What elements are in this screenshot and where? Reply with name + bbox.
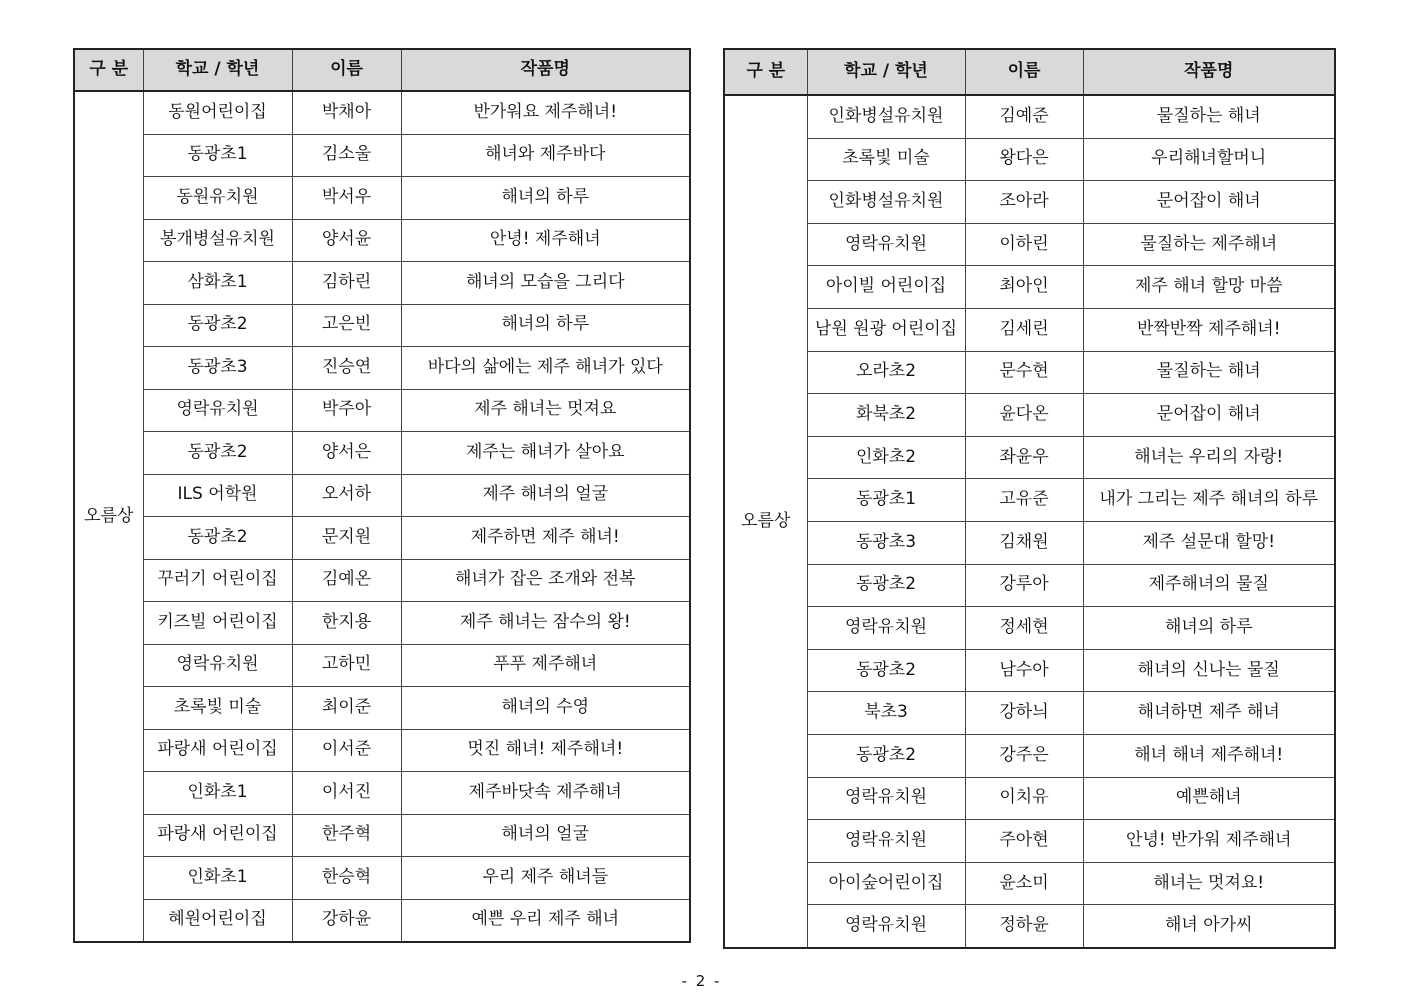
title-cell: 멋진 해녀! 제주해녀! [401,729,690,772]
name-cell: 조아라 [965,181,1083,224]
title-cell: 해녀가 잡은 조개와 전복 [401,559,690,602]
school-cell: 동광초2 [807,734,965,777]
title-cell: 제주 해녀 할망 마씀 [1083,266,1335,309]
school-cell: 인화초2 [807,436,965,479]
school-cell: 인화초1 [143,857,292,900]
school-cell: 동광초3 [807,521,965,564]
header-name: 이름 [292,49,401,91]
title-cell: 해녀와 제주바다 [401,134,690,177]
title-cell: 반짝반짝 제주해녀! [1083,308,1335,351]
title-cell: 해녀의 하루 [1083,607,1335,650]
title-cell: 예쁜 우리 제주 해녀 [401,899,690,942]
name-cell: 남수아 [965,649,1083,692]
title-cell: 푸푸 제주해녀 [401,644,690,687]
school-cell: 영락유치원 [807,905,965,948]
table-row [724,607,1335,650]
title-cell: 물질하는 해녀 [1083,351,1335,394]
name-cell: 강하윤 [292,899,401,942]
title-cell: 해녀의 얼굴 [401,814,690,857]
title-cell: 해녀 아가씨 [1083,905,1335,948]
table-row [724,692,1335,735]
name-cell: 진승연 [292,347,401,390]
name-cell: 양서윤 [292,219,401,262]
table-row [724,905,1335,948]
title-cell: 물질하는 제주해녀 [1083,223,1335,266]
school-cell: 인화병설유치원 [807,95,965,138]
category-cell: 오름상 [74,91,143,942]
school-cell: 동광초2 [143,517,292,560]
table-row [724,394,1335,437]
school-cell: 동광초2 [807,649,965,692]
table-row [724,436,1335,479]
table-row [74,644,690,687]
title-cell: 해녀는 우리의 자랑! [1083,436,1335,479]
school-cell: 키즈빌 어린이집 [143,602,292,645]
school-cell: 혜원어린이집 [143,899,292,942]
title-cell: 해녀의 모습을 그리다 [401,262,690,305]
name-cell: 좌윤우 [965,436,1083,479]
title-cell: 제주바닷속 제주해녀 [401,772,690,815]
school-cell: 영락유치원 [807,607,965,650]
title-cell: 반가워요 제주해녀! [401,91,690,134]
title-cell: 내가 그리는 제주 해녀의 하루 [1083,479,1335,522]
name-cell: 이하린 [965,223,1083,266]
school-cell: 초록빛 미술 [143,687,292,730]
school-cell: 오라초2 [807,351,965,394]
table-row [74,347,690,390]
name-cell: 정세현 [965,607,1083,650]
school-cell: 동원어린이집 [143,91,292,134]
title-cell: 우리 제주 해녀들 [401,857,690,900]
table-row [74,304,690,347]
school-cell: 봉개병설유치원 [143,219,292,262]
school-cell: 남원 원광 어린이집 [807,308,965,351]
school-cell: 파랑새 어린이집 [143,814,292,857]
name-cell: 문수현 [965,351,1083,394]
school-cell: 화북초2 [807,394,965,437]
table-row [74,134,690,177]
table-row [74,389,690,432]
table-row [724,266,1335,309]
table-row [74,517,690,560]
table-row [724,564,1335,607]
table-row [724,138,1335,181]
table-row [724,223,1335,266]
title-cell: 안녕! 제주해녀 [401,219,690,262]
name-cell: 한주혁 [292,814,401,857]
school-cell: 동광초2 [143,432,292,475]
table-row [74,474,690,517]
name-cell: 강루아 [965,564,1083,607]
table-row [74,219,690,262]
table-row [724,820,1335,863]
name-cell: 윤다온 [965,394,1083,437]
title-cell: 해녀의 하루 [401,304,690,347]
name-cell: 윤소미 [965,862,1083,905]
school-cell: 삼화초1 [143,262,292,305]
table-row [724,95,1335,138]
school-cell: 꾸러기 어린이집 [143,559,292,602]
table-row [74,857,690,900]
school-cell: 영락유치원 [807,820,965,863]
name-cell: 최이준 [292,687,401,730]
category-cell: 오름상 [724,95,807,948]
school-cell: ILS 어학원 [143,474,292,517]
title-cell: 해녀의 하루 [401,177,690,220]
title-cell: 해녀의 수영 [401,687,690,730]
name-cell: 이서준 [292,729,401,772]
school-cell: 동광초1 [143,134,292,177]
name-cell: 김예준 [965,95,1083,138]
title-cell: 해녀의 신나는 물질 [1083,649,1335,692]
title-cell: 바다의 삶에는 제주 해녀가 있다 [401,347,690,390]
title-cell: 우리해녀할머니 [1083,138,1335,181]
name-cell: 정하윤 [965,905,1083,948]
title-cell: 문어잡이 해녀 [1083,394,1335,437]
name-cell: 왕다은 [965,138,1083,181]
header-title: 작품명 [401,49,690,91]
title-cell: 해녀는 멋져요! [1083,862,1335,905]
name-cell: 이서진 [292,772,401,815]
table-row [74,814,690,857]
name-cell: 박채아 [292,91,401,134]
table-row [74,729,690,772]
school-cell: 인화병설유치원 [807,181,965,224]
table-row [724,351,1335,394]
name-cell: 김소울 [292,134,401,177]
table-row [74,432,690,475]
name-cell: 고은빈 [292,304,401,347]
award-table-right [723,48,1336,949]
table-row [74,177,690,220]
school-cell: 영락유치원 [807,223,965,266]
title-cell: 제주 해녀는 잠수의 왕! [401,602,690,645]
school-cell: 아이빌 어린이집 [807,266,965,309]
name-cell: 김하린 [292,262,401,305]
table-row [724,862,1335,905]
name-cell: 김채원 [965,521,1083,564]
name-cell: 한승혁 [292,857,401,900]
name-cell: 박주아 [292,389,401,432]
title-cell: 안녕! 반가워 제주해녀 [1083,820,1335,863]
header-school: 학교 / 학년 [807,49,965,95]
title-cell: 물질하는 해녀 [1083,95,1335,138]
school-cell: 초록빛 미술 [807,138,965,181]
school-cell: 영락유치원 [143,389,292,432]
school-cell: 영락유치원 [807,777,965,820]
name-cell: 한지용 [292,602,401,645]
header-title: 작품명 [1083,49,1335,95]
name-cell: 주아현 [965,820,1083,863]
table-row [74,772,690,815]
name-cell: 박서우 [292,177,401,220]
table-row [724,649,1335,692]
name-cell: 오서하 [292,474,401,517]
table-row [74,899,690,942]
table-row [74,91,690,134]
title-cell: 제주 해녀는 멋져요 [401,389,690,432]
table-row [74,687,690,730]
school-cell: 파랑새 어린이집 [143,729,292,772]
name-cell: 김세린 [965,308,1083,351]
name-cell: 김예온 [292,559,401,602]
school-cell: 인화초1 [143,772,292,815]
school-cell: 동광초2 [143,304,292,347]
title-cell: 문어잡이 해녀 [1083,181,1335,224]
title-cell: 제주는 해녀가 살아요 [401,432,690,475]
table-row [724,181,1335,224]
school-cell: 북초3 [807,692,965,735]
school-cell: 동광초1 [807,479,965,522]
school-cell: 영락유치원 [143,644,292,687]
name-cell: 최아인 [965,266,1083,309]
name-cell: 고유준 [965,479,1083,522]
school-cell: 동광초3 [143,347,292,390]
award-table-left [73,48,691,943]
school-cell: 아이숲어린이집 [807,862,965,905]
school-cell: 동원유치원 [143,177,292,220]
title-cell: 해녀하면 제주 해녀 [1083,692,1335,735]
title-cell: 제주하면 제주 해녀! [401,517,690,560]
table-row [724,479,1335,522]
table-row [74,262,690,305]
header-name: 이름 [965,49,1083,95]
page-number: - 2 - [681,972,722,990]
name-cell: 양서은 [292,432,401,475]
table-row [724,734,1335,777]
header-category: 구 분 [724,49,807,95]
table-row [724,521,1335,564]
header-school: 학교 / 학년 [143,49,292,91]
name-cell: 강주은 [965,734,1083,777]
table-row [724,777,1335,820]
title-cell: 제주 설문대 할망! [1083,521,1335,564]
table-row [74,559,690,602]
name-cell: 이치유 [965,777,1083,820]
name-cell: 강하늬 [965,692,1083,735]
header-category: 구 분 [74,49,143,91]
table-row [74,602,690,645]
title-cell: 제주해녀의 물질 [1083,564,1335,607]
name-cell: 고하민 [292,644,401,687]
table-row [724,308,1335,351]
name-cell: 문지원 [292,517,401,560]
table-header-row [724,49,1335,95]
title-cell: 해녀 해녀 제주해녀! [1083,734,1335,777]
title-cell: 예쁜해녀 [1083,777,1335,820]
table-header-row [74,49,690,91]
title-cell: 제주 해녀의 얼굴 [401,474,690,517]
school-cell: 동광초2 [807,564,965,607]
